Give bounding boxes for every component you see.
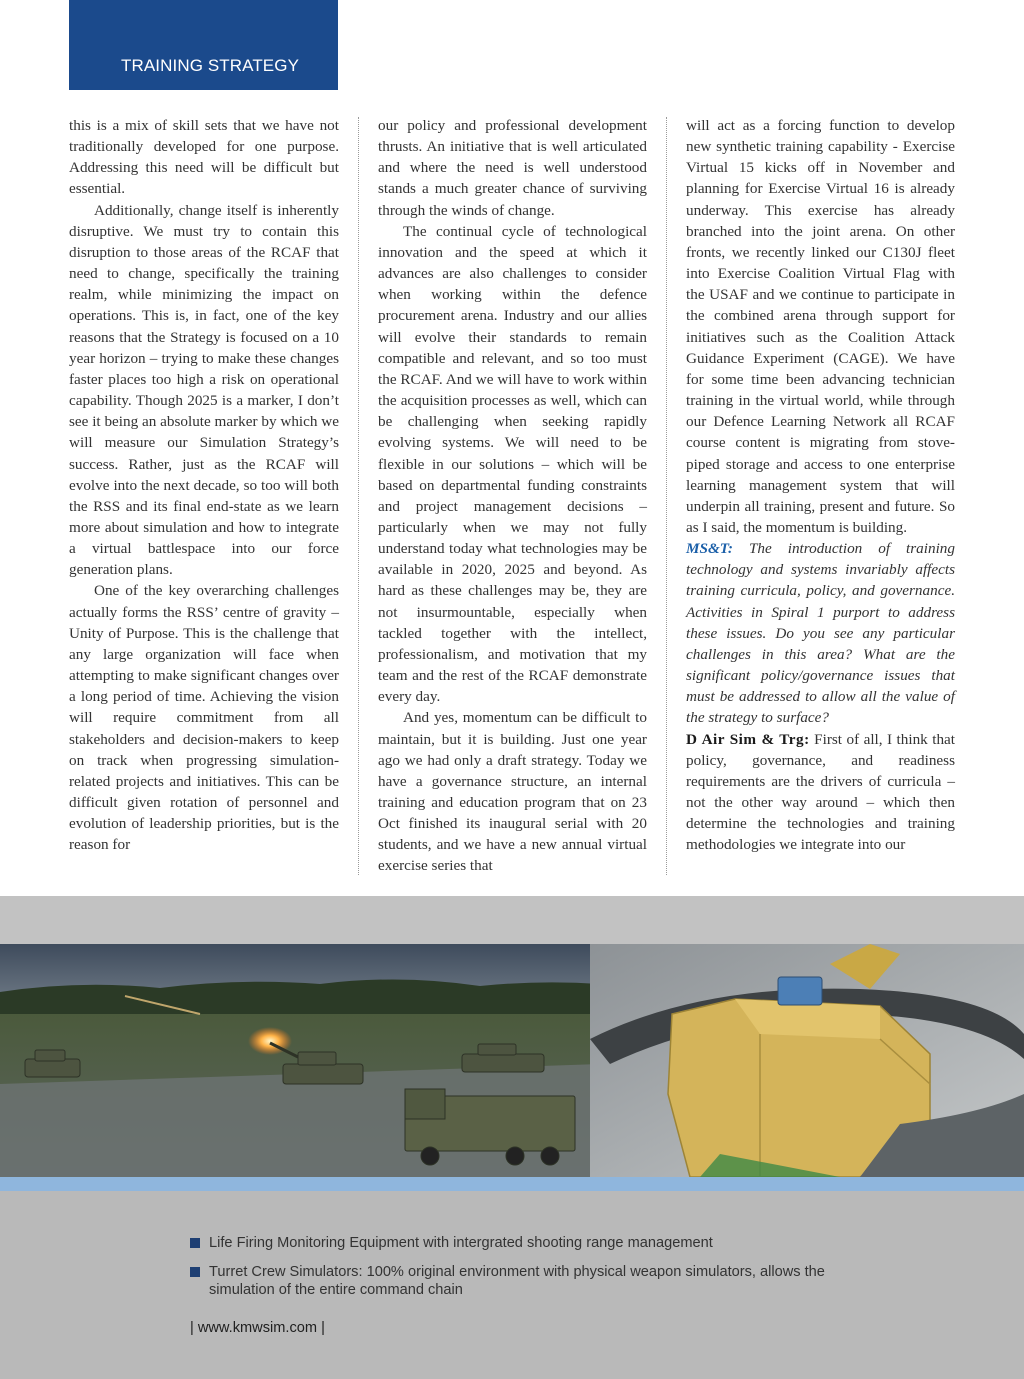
- paragraph: The continual cycle of technological innovation and the speed at which it advances are also challenges to consider when working within the defence procurement arena. Industry and our allies will evolve their standards to remain compatible and relevant, and so too must the RCAF. And we will have to work within the acquisition processes as well, which can be challenging when seeking rapidly evolving systems. We will need to be flexible in our solutions – which will be based on departmental funding constraints and project management decisions – particularly when we may not fully understand today what technologies may be available in 2020, 2025 and beyond. As hard as these challenges may be, they are not insurmountable, especially when tackled together with the intellect, professionalism, and motivation that my team and the rest of the RCAF demonstrate every day.: [378, 222, 647, 706]
- ad-top-band: [0, 896, 1024, 944]
- article-column-1: [69, 115, 339, 877]
- paragraph: will act as a forcing function to develop new synthetic training capability - Exercise Virtual 15 kicks off in November and planning for Exercise Virtual 16 is already underway. This exercise has already branched into the joint arena. On other fronts, we recently linked our C130J fleet into Exercise Coalition Virtual Flag with the USAF and we continue to participate in the combined arena through support for initiatives such as the Coalition Attack Guidance Experiment (CAGE). We have for some time been advancing technician training in the virtual world, while through our Defence Learning Network all RCAF course content is migrating from stove-piped storage and access to one enterprise learning management system that will underpin all training, present and future. So as I said, the momentum is building.: [686, 117, 955, 536]
- interview-question: [686, 538, 955, 728]
- answer-label: D Air Sim & Trg:: [686, 730, 810, 748]
- ad-website-link[interactable]: | www.kmwsim.com |: [190, 1320, 325, 1336]
- paragraph: And yes, momentum can be difficult to maintain, but it is building. Just one year ago we had only a draft strategy. Today we have a governance structure, an internal training and education program that on 23 Oct finished its inaugural serial with 20 students, and we have a new annual virtual exercise series that: [378, 709, 647, 875]
- section-header-tab: [69, 0, 338, 90]
- column-divider: [358, 117, 359, 875]
- article-column-3: [686, 115, 955, 877]
- ad-accent-stripe: [0, 1177, 1024, 1191]
- section-title: TRAINING STRATEGY: [121, 56, 300, 75]
- ad-photo: [0, 944, 1024, 1177]
- ad-photo-illustration: [0, 944, 1024, 1177]
- ad-feature-text: Life Firing Monitoring Equipment with intergrated shooting range management: [209, 1235, 713, 1251]
- ad-feature-text: Turret Crew Simulators: 100% original environment with physical weapon simulators, allows the simulation of the entire command chain: [209, 1263, 825, 1298]
- ad-feature-item: [190, 1263, 830, 1300]
- question-label: MS&T:: [686, 540, 733, 558]
- bullet-square-icon: [190, 1238, 200, 1248]
- bullet-square-icon: [190, 1267, 200, 1277]
- advertisement: [0, 896, 1024, 1379]
- answer-text: First of all, I think that policy, governance, and readiness requirements are the drivers of curricula – not the other way around – which then determine the technologies and training methodologies we integrate into our: [686, 730, 955, 854]
- question-text: The introduction of training technology and systems invariably affects training curricula, policy, and governance. Activities in Spiral 1 purport to address these issues. Do you see any particular challenges in this area? What are the significant policy/governance issues that must be addressed to allow all the value of the strategy to surface?: [686, 540, 955, 727]
- paragraph: this is a mix of skill sets that we have not traditionally developed for one purpose. Addressing this need will be difficult but essential.: [69, 117, 339, 198]
- ad-feature-list: [190, 1234, 830, 1310]
- paragraph: One of the key overarching challenges actually forms the RSS’ centre of gravity – Unity of Purpose. This is the challenge that any large organization will face when attempting to make significant changes over a long period of time. Achieving the vision will require commitment from all stakeholders and decision-makers to keep on track when progressing simulation-related projects and initiatives. This can be difficult given rotation of personnel and evolution of leadership priorities, but is the reason for: [69, 582, 339, 854]
- interview-answer: [686, 729, 955, 856]
- column-divider: [666, 117, 667, 875]
- paragraph: our policy and professional development thrusts. An initiative that is well articulated and where the need is well understood stands a much greater chance of surviving through the winds of change.: [378, 117, 647, 219]
- paragraph: Additionally, change itself is inherently disruptive. We must try to contain this disruption to those areas of the RCAF that need to change, specifically the training realm, while minimizing the impact on operations. This is, in fact, one of the key reasons that the Strategy is focused on a 10 year horizon – trying to make these changes faster places too high a risk on operational capability. Though 2025 is a marker, I don’t see it being an absolute marker by which we will measure our Simulation Strategy’s success. Rather, just as the RCAF will evolve into the next decade, so too will both the RSS and its final end-state as we learn more about simulation and how to integrate a virtual battlespace into our force generation plans.: [69, 201, 339, 579]
- ad-feature-item: [190, 1234, 830, 1253]
- article-column-2: [378, 115, 647, 877]
